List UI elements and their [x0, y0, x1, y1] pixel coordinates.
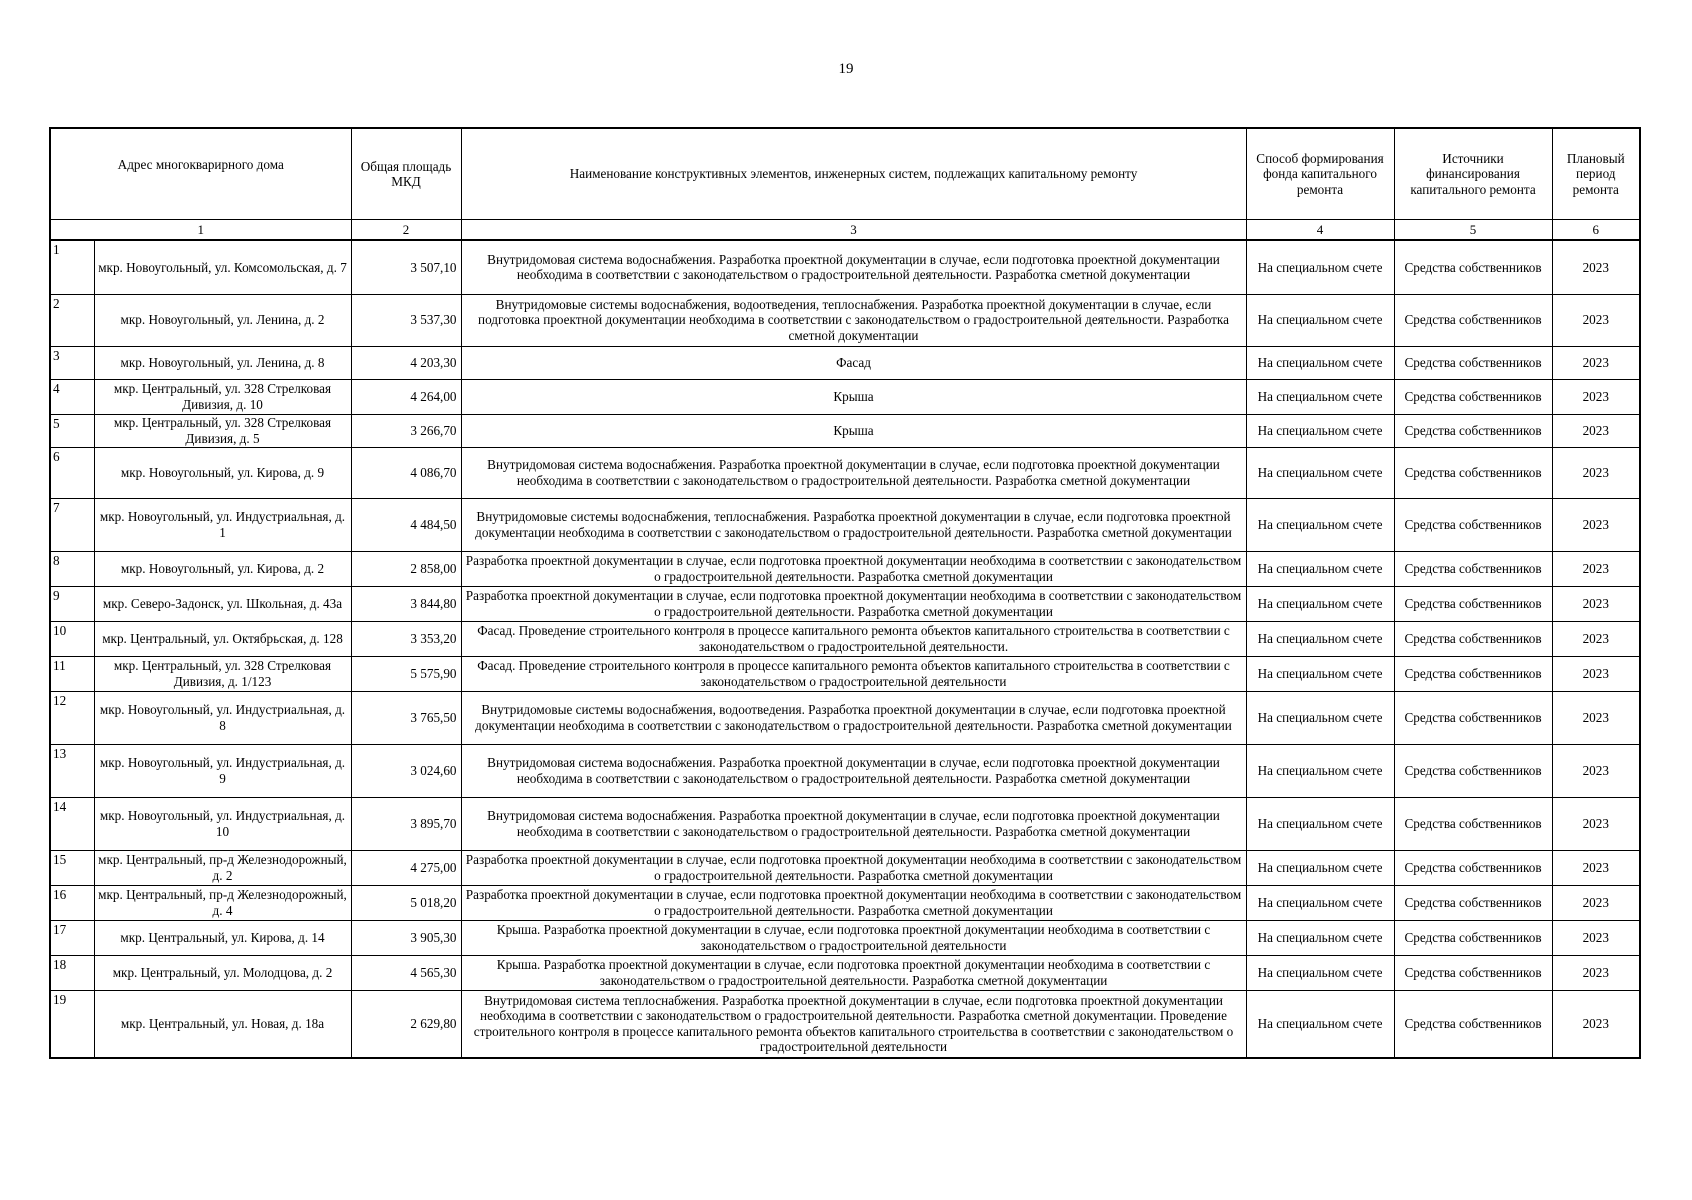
works-cell: Внутридомовые системы водоснабжения, водоотведения. Разработка проектной документации в случае, если подготовка проектной документации необходима в соответствии с законодательством о градостроительной деятельности. Разработка сметной документации	[461, 691, 1246, 744]
header-method: Способ формирования фонда капитального ремонта	[1246, 128, 1394, 220]
area-cell: 4 484,50	[351, 498, 461, 551]
area-cell: 2 858,00	[351, 551, 461, 586]
table-row	[50, 414, 1640, 447]
works-cell: Внутридомовые системы водоснабжения, теплоснабжения. Разработка проектной документации в случае, если подготовка проектной документации необходима в соответствии с законодательством о градостроительной деятельности. Разработка сметной документации	[461, 498, 1246, 551]
table-row	[50, 240, 1640, 294]
source-cell: Средства собственников	[1394, 955, 1552, 990]
method-cell: На специальном счете	[1246, 621, 1394, 656]
column-numbers-row	[50, 220, 1640, 241]
works-cell: Внутридомовая система водоснабжения. Разработка проектной документации в случае, если подготовка проектной документации необходима в соответствии с законодательством о градостроительной деятельности. Разработка сметной документации	[461, 797, 1246, 850]
area-cell: 4 565,30	[351, 955, 461, 990]
source-cell: Средства собственников	[1394, 414, 1552, 447]
table-row	[50, 797, 1640, 850]
page-number: 19	[838, 61, 854, 77]
table-row	[50, 920, 1640, 955]
method-cell: На специальном счете	[1246, 656, 1394, 691]
works-cell: Внутридомовая система водоснабжения. Разработка проектной документации в случае, если подготовка проектной документации необходима в соответствии с законодательством о градостроительной деятельности. Разработка сметной документации	[461, 744, 1246, 797]
row-number-cell: 6	[50, 447, 94, 498]
source-cell: Средства собственников	[1394, 990, 1552, 1058]
area-cell: 4 086,70	[351, 447, 461, 498]
column-number: 4	[1246, 220, 1394, 241]
table-row	[50, 551, 1640, 586]
year-cell: 2023	[1552, 797, 1640, 850]
area-cell: 3 353,20	[351, 621, 461, 656]
works-cell: Фасад	[461, 346, 1246, 379]
method-cell: На специальном счете	[1246, 920, 1394, 955]
column-number: 5	[1394, 220, 1552, 241]
source-cell: Средства собственников	[1394, 691, 1552, 744]
area-cell: 3 844,80	[351, 586, 461, 621]
area-cell: 3 765,50	[351, 691, 461, 744]
source-cell: Средства собственников	[1394, 447, 1552, 498]
year-cell: 2023	[1552, 990, 1640, 1058]
address-cell: мкр. Новоугольный, ул. Индустриальная, д. 8	[94, 691, 351, 744]
header-area: Общая площадь МКД	[351, 128, 461, 220]
row-number-cell: 1	[50, 240, 94, 294]
column-number: 6	[1552, 220, 1640, 241]
column-number: 3	[461, 220, 1246, 241]
table-row	[50, 955, 1640, 990]
table-row	[50, 744, 1640, 797]
year-cell: 2023	[1552, 955, 1640, 990]
address-cell: мкр. Новоугольный, ул. Комсомольская, д. 7	[94, 240, 351, 294]
table-header-row	[50, 128, 1640, 220]
works-cell: Разработка проектной документации в случае, если подготовка проектной документации необходима в соответствии с законодательством о градостроительной деятельности. Разработка сметной документации	[461, 850, 1246, 885]
address-cell: мкр. Центральный, пр-д Железнодорожный, д. 2	[94, 850, 351, 885]
year-cell: 2023	[1552, 346, 1640, 379]
year-cell: 2023	[1552, 240, 1640, 294]
table-row	[50, 294, 1640, 346]
year-cell: 2023	[1552, 920, 1640, 955]
row-number-cell: 12	[50, 691, 94, 744]
area-cell: 3 507,10	[351, 240, 461, 294]
source-cell: Средства собственников	[1394, 346, 1552, 379]
address-cell: мкр. Новоугольный, ул. Ленина, д. 8	[94, 346, 351, 379]
method-cell: На специальном счете	[1246, 586, 1394, 621]
source-cell: Средства собственников	[1394, 551, 1552, 586]
method-cell: На специальном счете	[1246, 955, 1394, 990]
table-row	[50, 656, 1640, 691]
year-cell: 2023	[1552, 294, 1640, 346]
row-number-cell: 3	[50, 346, 94, 379]
row-number-cell: 15	[50, 850, 94, 885]
year-cell: 2023	[1552, 551, 1640, 586]
works-cell: Крыша	[461, 414, 1246, 447]
address-cell: мкр. Центральный, ул. Октябрьская, д. 128	[94, 621, 351, 656]
row-number-cell: 2	[50, 294, 94, 346]
header-period: Плановый период ремонта	[1552, 128, 1640, 220]
area-cell: 4 264,00	[351, 379, 461, 414]
method-cell: На специальном счете	[1246, 240, 1394, 294]
row-number-cell: 9	[50, 586, 94, 621]
works-cell: Разработка проектной документации в случае, если подготовка проектной документации необходима в соответствии с законодательством о градостроительной деятельности. Разработка сметной документации	[461, 551, 1246, 586]
header-address: Адрес многокварирного дома	[50, 128, 351, 220]
source-cell: Средства собственников	[1394, 797, 1552, 850]
address-cell: мкр. Новоугольный, ул. Индустриальная, д. 9	[94, 744, 351, 797]
method-cell: На специальном счете	[1246, 885, 1394, 920]
area-cell: 3 266,70	[351, 414, 461, 447]
row-number-cell: 16	[50, 885, 94, 920]
row-number-cell: 13	[50, 744, 94, 797]
area-cell: 4 275,00	[351, 850, 461, 885]
method-cell: На специальном счете	[1246, 498, 1394, 551]
works-cell: Фасад. Проведение строительного контроля в процессе капитального ремонта объектов капитального строительства в соответствии с законодательством о градостроительной деятельности.	[461, 621, 1246, 656]
method-cell: На специальном счете	[1246, 691, 1394, 744]
row-number-cell: 19	[50, 990, 94, 1058]
row-number-cell: 17	[50, 920, 94, 955]
table-row	[50, 447, 1640, 498]
source-cell: Средства собственников	[1394, 498, 1552, 551]
table-body	[50, 240, 1640, 1058]
method-cell: На специальном счете	[1246, 414, 1394, 447]
area-cell: 3 024,60	[351, 744, 461, 797]
method-cell: На специальном счете	[1246, 990, 1394, 1058]
table-row	[50, 621, 1640, 656]
header-works: Наименование конструктивных элементов, инженерных систем, подлежащих капитальному ремонту	[461, 128, 1246, 220]
year-cell: 2023	[1552, 414, 1640, 447]
area-cell: 3 895,70	[351, 797, 461, 850]
year-cell: 2023	[1552, 885, 1640, 920]
year-cell: 2023	[1552, 621, 1640, 656]
address-cell: мкр. Новоугольный, ул. Индустриальная, д. 10	[94, 797, 351, 850]
address-cell: мкр. Новоугольный, ул. Ленина, д. 2	[94, 294, 351, 346]
method-cell: На специальном счете	[1246, 346, 1394, 379]
area-cell: 3 537,30	[351, 294, 461, 346]
year-cell: 2023	[1552, 656, 1640, 691]
source-cell: Средства собственников	[1394, 656, 1552, 691]
works-cell: Внутридомовая система теплоснабжения. Разработка проектной документации в случае, если подготовка проектной документации необходима в соответствии с законодательством о градостроительной деятельности. Разработка сметной документации. Проведение строительного контроля в процессе капитального ремонта объектов капитального строительства в соответствии с законодательством о градостроительной деятельности	[461, 990, 1246, 1058]
year-cell: 2023	[1552, 498, 1640, 551]
address-cell: мкр. Центральный, пр-д Железнодорожный, д. 4	[94, 885, 351, 920]
source-cell: Средства собственников	[1394, 621, 1552, 656]
method-cell: На специальном счете	[1246, 447, 1394, 498]
works-cell: Внутридомовая система водоснабжения. Разработка проектной документации в случае, если подготовка проектной документации необходима в соответствии с законодательством о градостроительной деятельности. Разработка сметной документации	[461, 447, 1246, 498]
works-cell: Крыша	[461, 379, 1246, 414]
year-cell: 2023	[1552, 850, 1640, 885]
method-cell: На специальном счете	[1246, 797, 1394, 850]
works-cell: Крыша. Разработка проектной документации в случае, если подготовка проектной документации необходима в соответствии с законодательством о градостроительной деятельности	[461, 920, 1246, 955]
source-cell: Средства собственников	[1394, 586, 1552, 621]
works-cell: Внутридомовая система водоснабжения. Разработка проектной документации в случае, если подготовка проектной документации необходима в соответствии с законодательством о градостроительной деятельности. Разработка сметной документации	[461, 240, 1246, 294]
area-cell: 3 905,30	[351, 920, 461, 955]
works-cell: Разработка проектной документации в случае, если подготовка проектной документации необходима в соответствии с законодательством о градостроительной деятельности. Разработка сметной документации	[461, 586, 1246, 621]
address-cell: мкр. Центральный, ул. Молодцова, д. 2	[94, 955, 351, 990]
table-row	[50, 990, 1640, 1058]
address-cell: мкр. Центральный, ул. 328 Стрелковая Дивизия, д. 10	[94, 379, 351, 414]
source-cell: Средства собственников	[1394, 885, 1552, 920]
method-cell: На специальном счете	[1246, 379, 1394, 414]
year-cell: 2023	[1552, 691, 1640, 744]
row-number-cell: 8	[50, 551, 94, 586]
year-cell: 2023	[1552, 379, 1640, 414]
method-cell: На специальном счете	[1246, 551, 1394, 586]
row-number-cell: 4	[50, 379, 94, 414]
area-cell: 2 629,80	[351, 990, 461, 1058]
row-number-cell: 11	[50, 656, 94, 691]
source-cell: Средства собственников	[1394, 744, 1552, 797]
address-cell: мкр. Северо-Задонск, ул. Школьная, д. 43а	[94, 586, 351, 621]
address-cell: мкр. Новоугольный, ул. Индустриальная, д. 1	[94, 498, 351, 551]
source-cell: Средства собственников	[1394, 294, 1552, 346]
address-cell: мкр. Центральный, ул. 328 Стрелковая Дивизия, д. 1/123	[94, 656, 351, 691]
column-number: 1	[50, 220, 351, 241]
row-number-cell: 7	[50, 498, 94, 551]
year-cell: 2023	[1552, 744, 1640, 797]
works-cell: Разработка проектной документации в случае, если подготовка проектной документации необходима в соответствии с законодательством о градостроительной деятельности. Разработка сметной документации	[461, 885, 1246, 920]
area-cell: 5 575,90	[351, 656, 461, 691]
address-cell: мкр. Новоугольный, ул. Кирова, д. 2	[94, 551, 351, 586]
address-cell: мкр. Новоугольный, ул. Кирова, д. 9	[94, 447, 351, 498]
works-cell: Крыша. Разработка проектной документации в случае, если подготовка проектной документации необходима в соответствии с законодательством о градостроительной деятельности. Разработка сметной документации	[461, 955, 1246, 990]
area-cell: 4 203,30	[351, 346, 461, 379]
works-cell: Фасад. Проведение строительного контроля в процессе капитального ремонта объектов капитального строительства в соответствии с законодательством о градостроительной деятельности	[461, 656, 1246, 691]
method-cell: На специальном счете	[1246, 294, 1394, 346]
table-row	[50, 885, 1640, 920]
year-cell: 2023	[1552, 447, 1640, 498]
table-row	[50, 346, 1640, 379]
year-cell: 2023	[1552, 586, 1640, 621]
address-cell: мкр. Центральный, ул. Новая, д. 18а	[94, 990, 351, 1058]
method-cell: На специальном счете	[1246, 744, 1394, 797]
table-row	[50, 498, 1640, 551]
row-number-cell: 5	[50, 414, 94, 447]
row-number-cell: 10	[50, 621, 94, 656]
source-cell: Средства собственников	[1394, 379, 1552, 414]
address-cell: мкр. Центральный, ул. Кирова, д. 14	[94, 920, 351, 955]
header-source: Источники финансирования капитального ремонта	[1394, 128, 1552, 220]
column-number: 2	[351, 220, 461, 241]
source-cell: Средства собственников	[1394, 850, 1552, 885]
works-cell: Внутридомовые системы водоснабжения, водоотведения, теплоснабжения. Разработка проектной документации в случае, если подготовка проектной документации необходима в соответствии с законодательством о градостроительной деятельности. Разработка сметной документации	[461, 294, 1246, 346]
table-row	[50, 379, 1640, 414]
row-number-cell: 14	[50, 797, 94, 850]
area-cell: 5 018,20	[351, 885, 461, 920]
table-row	[50, 850, 1640, 885]
source-cell: Средства собственников	[1394, 920, 1552, 955]
method-cell: На специальном счете	[1246, 850, 1394, 885]
table-row	[50, 586, 1640, 621]
address-cell: мкр. Центральный, ул. 328 Стрелковая Дивизия, д. 5	[94, 414, 351, 447]
repair-plan-table	[49, 127, 1641, 1059]
row-number-cell: 18	[50, 955, 94, 990]
table-row	[50, 691, 1640, 744]
source-cell: Средства собственников	[1394, 240, 1552, 294]
